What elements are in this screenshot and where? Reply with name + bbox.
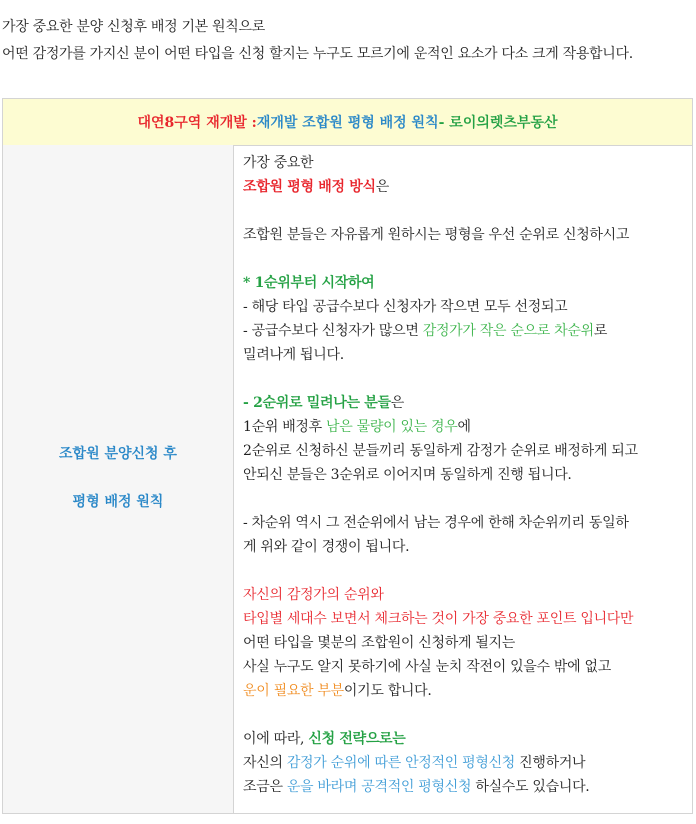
content-cell (243, 151, 683, 799)
highlight-text: 감정가 순위에 따른 안정적인 평형신청 (286, 755, 516, 771)
text-line: 어떤 타입을 몇분의 조합원이 신청하게 될지는 (243, 635, 516, 651)
text-line: 2순위로 신청하신 분들끼리 동일하게 감정가 순위로 배정하게 되고 (243, 443, 638, 459)
header-part-source: - 로이의렛츠부동산 (438, 115, 558, 131)
blank-line (243, 559, 683, 583)
highlight-text: 운을 바라며 공격적인 평형신청 (286, 779, 472, 795)
left-label-line-2: 평형 배정 원칙 (72, 494, 164, 510)
highlight-text: 신청 전략으로는 (308, 731, 406, 747)
principle-table (2, 98, 693, 814)
header-part-title: 재개발 조합원 평형 배정 원칙 (256, 115, 439, 131)
text-line: 운이 필요한 부분이기도 합니다. (243, 683, 432, 699)
text-line: 밀려나게 됩니다. (243, 347, 344, 363)
text-line: 사실 누구도 알지 못하기에 사실 눈치 작전이 있을수 밖에 없고 (243, 659, 611, 675)
blank-line (243, 367, 683, 391)
highlight-text: 감정가가 작은 순으로 차순위 (422, 323, 594, 339)
left-label-cell (3, 145, 234, 813)
text-line: 1순위 배정후 남은 물량이 있는 경우에 (243, 419, 471, 435)
highlight-text: 조합원 평형 배정 방식 (243, 179, 376, 195)
highlight-line: 타입별 세대수 보면서 체크하는 것이 가장 중요한 포인트 입니다만 (243, 611, 634, 627)
text-line: 이에 따라, 신청 전략으로는 (243, 731, 406, 747)
section-heading: * 1순위부터 시작하여 (243, 275, 375, 291)
text-line: 안되신 분들은 3순위로 이어지며 동일하게 진행 됩니다. (243, 467, 572, 483)
intro-line-2: 어떤 감정가를 가지신 분이 어떤 타입을 신청 할지는 누구도 모르기에 운적인 요소가 다소 크게 작용합니다. (2, 46, 633, 62)
intro-text (2, 14, 696, 68)
text-line: 조합원 평형 배정 방식은 (243, 179, 389, 195)
text-line: - 공급수보다 신청자가 많으면 감정가가 작은 순으로 차순위로 (243, 323, 608, 339)
highlight-line: 자신의 감정가의 순위와 (243, 587, 384, 603)
section-heading: - 2순위로 밀려나는 분들은 (243, 395, 404, 411)
text-line: 가장 중요한 (243, 155, 314, 171)
blank-line (243, 487, 683, 511)
text-line: - 차순위 역시 그 전순위에서 남는 경우에 한해 차순위끼리 동일하 (243, 515, 629, 531)
left-label-line-1: 조합원 분양신청 후 (59, 446, 177, 462)
text-line: - 해당 타입 공급수보다 신청자가 작으면 모두 선정되고 (243, 299, 568, 315)
blank-line (243, 199, 683, 223)
text-line: 게 위와 같이 경쟁이 됩니다. (243, 539, 410, 555)
highlight-text: 운이 필요한 부분 (243, 683, 344, 699)
text-line: 자신의 감정가 순위에 따른 안정적인 평형신청 진행하거나 (243, 755, 586, 771)
text-line: 조금은 운을 바라며 공격적인 평형신청 하실수도 있습니다. (243, 779, 590, 795)
intro-line-1: 가장 중요한 분양 신청후 배정 기본 원칙으로 (2, 19, 265, 35)
highlight-text: 남은 물량이 있는 경우 (326, 419, 458, 435)
blank-line (243, 703, 683, 727)
header-part-area: 대연8구역 재개발 : (137, 115, 257, 131)
blank-line (243, 247, 683, 271)
table-header (3, 99, 692, 146)
text-line: 조합원 분들은 자유롭게 원하시는 평형을 우선 순위로 신청하시고 (243, 227, 630, 243)
